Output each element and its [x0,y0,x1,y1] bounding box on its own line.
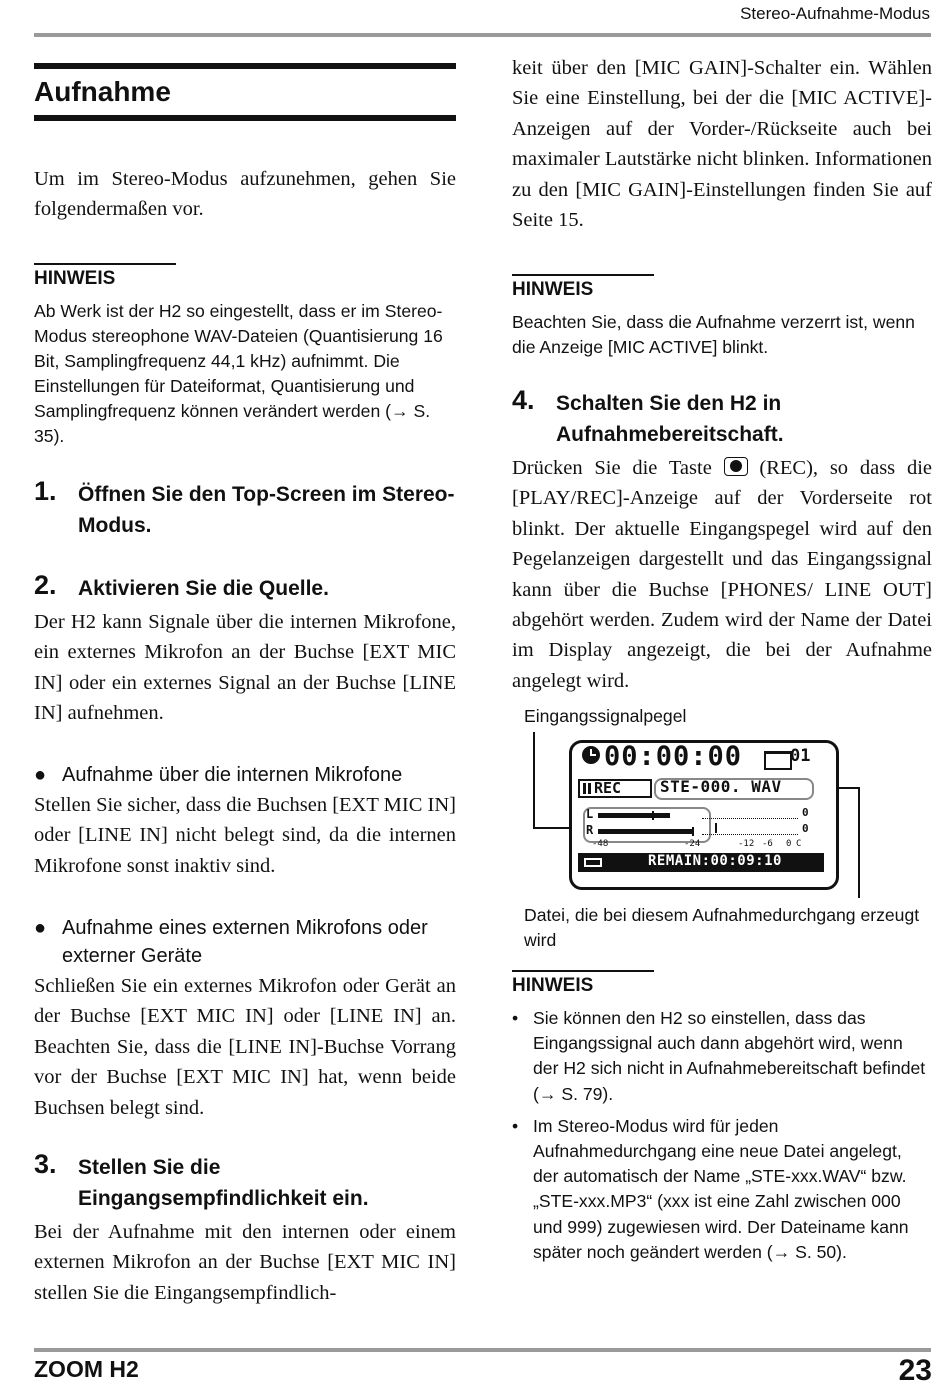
file-name-highlight [654,778,814,800]
note2-heading: HINWEIS [512,279,594,300]
footer-brand: ZOOM H2 [34,1356,139,1382]
lcd-file-name: STE-000. WAV [660,777,782,796]
step-3 [34,1149,456,1214]
note2-text: Beachten Sie, dass die Aufnahme verzerrt ist, wenn die Anzeige [MIC ACTIVE] blinkt. [512,312,915,357]
level-meter-r [598,829,694,834]
bullet-internal-mics [34,761,456,789]
step-3-title: Stellen Sie die Eingangsempfindlichkeit ein. [78,1156,369,1210]
level-meter-l [598,813,670,818]
step-3-number: 3. [34,1149,57,1179]
bottom-rule [34,1348,931,1352]
rec-button-icon [724,457,748,476]
title-bar-bottom [34,115,456,121]
note3-item-2-text: Im Stereo-Modus wird für jeden Aufnahmedurchgang eine neue Datei angelegt, der automatisch der Name „STE-xxx.WAV“ bzw. „STE-xxx.MP3“ (xxx ist eine Zahl zwischen 000 und 999) zugewiesen wird. Der Dateiname kann später noch geändert werden (→ S. 50). [533,1115,909,1262]
scale-24: -24 [684,839,701,849]
note1-heading: HINWEIS [34,268,116,289]
bullet-internal-mics-text: Stellen Sie sicher, dass die Buchsen [EXT MIC IN] oder [LINE IN] nicht belegt sind, da die internen Mikrofone sonst inaktiv sind. [34,794,456,877]
step-4-text [512,453,932,696]
meter-tick-mark [715,823,717,833]
note3-heading: HINWEIS [512,975,594,996]
bullet-external [34,914,456,970]
section-title-box [34,63,456,121]
lcd-display [569,740,839,890]
clip-marker-r: 0 [802,822,809,835]
page-number: 23 [898,1354,932,1387]
intro-text: Um im Stereo-Modus aufzunehmen, gehen Sie folgendermaßen vor. [34,168,456,221]
scale-48: -48 [592,839,609,849]
step-2 [34,570,456,604]
bullet-dot-icon: ● [34,764,47,786]
lcd-channel-r: R [586,823,594,837]
note1-text: Ab Werk ist der H2 so eingestellt, dass er im Stereo-Modus stereophone WAV-Dateien (Quantisierung 16 Bit, Samplingfrequenz 44,1 kHz) aufnimmt. Die Einstellungen für Dateiformat, Quantisierung und Samplingfrequenz können verändert werden (→ S. 35). [34,301,443,446]
scale-12: -12 [738,839,755,849]
step-1-title: Öffnen Sie den Top-Screen im Stereo-Modus. [78,483,455,537]
meter-dots-l [702,818,798,819]
meter-dots-r [702,834,798,835]
list-bullet: • [512,1115,519,1136]
note3-rule [512,970,654,972]
scale-0: 0 [786,839,792,849]
note2-rule [512,274,654,276]
step-3-text-part2: keit über den [MIC GAIN]-Schalter ein. Wählen Sie eine Einstellung, bei der die [MIC ACTIVE]-Anzeigen auf der Vorder-/Rückseite auch bei maximaler Lautstärke nicht blinken. Informationen zu den [MIC GAIN]-Einstellungen finden Sie auf Seite 15. [512,57,932,232]
step-1 [34,476,456,541]
step-4 [512,385,932,450]
remain-bar [578,853,824,872]
step-2-number: 2. [34,570,57,600]
lcd-rec-label: REC [594,779,622,797]
bullet-dot-icon: ● [34,917,47,939]
list-bullet: • [512,1008,519,1028]
figure-label-level: Eingangssignalpegel [524,706,687,726]
figure-label-file: Datei, die bei diesem Aufnahmedurchgang erzeugt wird [524,905,920,950]
running-head: Stereo-Aufnahme-Modus [740,4,930,23]
scale-6: -6 [762,839,773,849]
step-3-text-part1: Bei der Aufnahme mit den internen oder einem externen Mikrofon an der Buchse [EXT MIC IN] stellen Sie die Eingangsempfindlich- [34,1221,456,1304]
note1-rule [34,263,176,265]
note3-item-2 [512,1114,932,1265]
lcd-time: 00:00:00 [604,741,743,772]
note3-item-1-text: Sie können den H2 so einstellen, dass das Eingangssignal auch dann abgehört wird, wenn der H2 sich nicht in Aufnahmebereitschaft befindet (→ S. 79). [533,1008,926,1104]
section-title: Aufnahme [34,76,171,107]
scale-c: C [796,839,802,849]
lcd-remain: REMAIN:00:09:10 [648,853,782,869]
clip-marker-l: 0 [802,806,809,819]
note3-list [512,1006,932,1265]
bullet-external-text: Schließen Sie ein externes Mikrofon oder Gerät an der Buchse [EXT MIC IN] oder [LINE IN] an. Beachten Sie, dass die [LINE IN]-Buchse Vorrang vor der Buchse [EXT MIC IN] hat, wenn beide Buchsen belegt sind. [34,975,456,1119]
lcd-folder-number: 01 [790,746,811,766]
step-4-text-after: (REC), so dass die [PLAY/REC]-Anzeige auf der Vorderseite rot blinkt. Der aktuelle Eingangspegel wird auf den Pegelanzeigen dargestellt und das Eingangssignal kann über die Buchse [PHONES/ LINE OUT] abgehört werden. Zudem wird der Name der Datei im Display angezeigt, die bei der Aufnahme angelegt wird. [512,457,932,692]
step-2-text: Der H2 kann Signale über die internen Mikrofone, ein externes Mikrofon an der Buchse [EXT MIC IN] oder ein externes Signal an der Buchse [LINE IN] aufnehmen. [34,611,456,725]
step-4-number: 4. [512,385,535,415]
battery-icon [584,858,602,867]
bullet-external-heading: Aufnahme eines externen Mikrofons oder externer Geräte [62,917,428,967]
step-1-number: 1. [34,476,57,506]
step-4-text-before: Drücken Sie die Taste [512,457,712,479]
folder-icon [764,751,792,770]
peak-hold-l [652,811,654,820]
bullet-internal-mics-heading: Aufnahme über die internen Mikrofone [62,764,403,786]
top-rule [34,33,931,37]
step-4-title: Schalten Sie den H2 in Aufnahmebereitschaft. [556,392,784,446]
clock-icon [582,746,600,764]
lcd-channel-l: L [586,807,594,821]
rec-status-box [578,779,652,798]
step-2-title: Aktivieren Sie die Quelle. [78,577,329,600]
peak-hold-r [692,827,694,836]
note3-item-1 [512,1006,932,1107]
